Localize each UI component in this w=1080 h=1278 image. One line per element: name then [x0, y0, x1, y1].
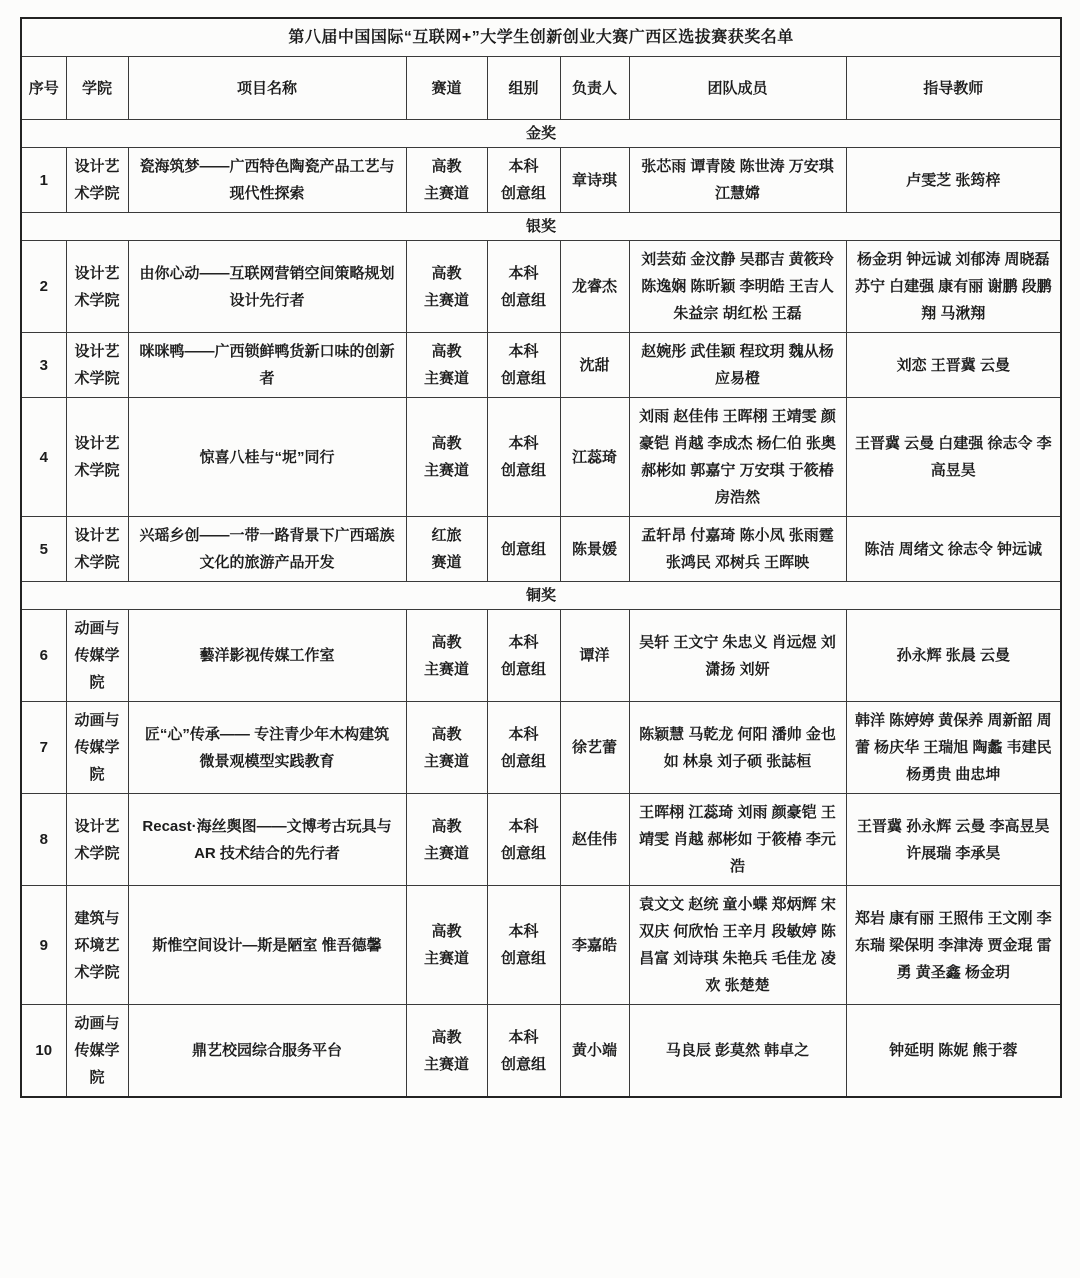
cell-project-name: 鼎艺校园综合服务平台	[128, 1005, 406, 1098]
cell-project-name: 瓷海筑梦——广西特色陶瓷产品工艺与现代性探索	[128, 148, 406, 213]
cell-number: 3	[21, 333, 66, 398]
cell-team-members: 刘雨 赵佳伟 王晖栩 王靖雯 颜豪铠 肖越 李成杰 杨仁伯 张奥 郝彬如 郭嘉宁 万安琪 于筱椿 房浩然	[629, 398, 846, 517]
cell-college: 动画与传媒学院	[66, 610, 128, 702]
cell-college: 设计艺术学院	[66, 148, 128, 213]
column-header-7: 指导教师	[846, 57, 1061, 120]
cell-number: 2	[21, 241, 66, 333]
column-header-5: 负责人	[560, 57, 629, 120]
cell-advisors: 王晋冀 孙永辉 云曼 李高昱昊 许展瑞 李承昊	[846, 794, 1061, 886]
cell-leader: 谭洋	[560, 610, 629, 702]
cell-group: 本科 创意组	[487, 794, 560, 886]
award-section-label: 铜奖	[21, 582, 1061, 610]
cell-project-name: 兴瑶乡创——一带一路背景下广西瑶族文化的旅游产品开发	[128, 517, 406, 582]
cell-track: 高教 主赛道	[406, 1005, 487, 1098]
cell-team-members: 吴轩 王文宁 朱忠义 肖远煜 刘潇扬 刘妍	[629, 610, 846, 702]
cell-leader: 赵佳伟	[560, 794, 629, 886]
cell-advisors: 韩洋 陈婷婷 黄保养 周新韶 周蕾 杨庆华 王瑞旭 陶蠡 韦建民 杨勇贵 曲忠坤	[846, 702, 1061, 794]
award-table	[20, 17, 1062, 1098]
cell-college: 设计艺术学院	[66, 517, 128, 582]
cell-leader: 黄小端	[560, 1005, 629, 1098]
award-section-row	[21, 213, 1061, 241]
cell-advisors: 孙永辉 张晨 云曼	[846, 610, 1061, 702]
column-header-0: 序号	[21, 57, 66, 120]
table-row	[21, 517, 1061, 582]
cell-team-members: 陈颖慧 马乾龙 何阳 潘帅 金也如 林泉 刘子硕 张誌桓	[629, 702, 846, 794]
cell-group: 本科 创意组	[487, 702, 560, 794]
cell-team-members: 孟轩昂 付嘉琦 陈小凤 张雨霆 张鸿民 邓树兵 王晖映	[629, 517, 846, 582]
award-section-label: 金奖	[21, 120, 1061, 148]
cell-college: 动画与传媒学院	[66, 702, 128, 794]
table-row	[21, 241, 1061, 333]
column-header-6: 团队成员	[629, 57, 846, 120]
cell-leader: 李嘉皓	[560, 886, 629, 1005]
cell-team-members: 马良辰 彭莫然 韩卓之	[629, 1005, 846, 1098]
table-row	[21, 1005, 1061, 1098]
cell-number: 8	[21, 794, 66, 886]
cell-team-members: 张芯雨 谭青陵 陈世涛 万安琪 江慧嫦	[629, 148, 846, 213]
cell-number: 1	[21, 148, 66, 213]
cell-track: 高教 主赛道	[406, 398, 487, 517]
table-row	[21, 333, 1061, 398]
cell-group: 本科 创意组	[487, 610, 560, 702]
cell-track: 高教 主赛道	[406, 241, 487, 333]
cell-advisors: 王晋冀 云曼 白建强 徐志令 李高昱昊	[846, 398, 1061, 517]
cell-team-members: 刘芸茹 金汶静 吴郡吉 黄筱玲 陈逸娴 陈昕颖 李明皓 王吉人 朱益宗 胡红松 王磊	[629, 241, 846, 333]
cell-advisors: 钟延明 陈妮 熊于蓉	[846, 1005, 1061, 1098]
cell-track: 高教 主赛道	[406, 148, 487, 213]
cell-advisors: 郑岩 康有丽 王照伟 王文刚 李东瑞 梁保明 李津涛 贾金琨 雷勇 黄圣鑫 杨金玥	[846, 886, 1061, 1005]
cell-college: 设计艺术学院	[66, 398, 128, 517]
cell-project-name: 咪咪鸭——广西锁鲜鸭货新口味的创新者	[128, 333, 406, 398]
cell-college: 设计艺术学院	[66, 333, 128, 398]
table-row	[21, 794, 1061, 886]
cell-advisors: 卢雯芝 张筠梓	[846, 148, 1061, 213]
cell-track: 高教 主赛道	[406, 333, 487, 398]
cell-number: 7	[21, 702, 66, 794]
cell-track: 高教 主赛道	[406, 610, 487, 702]
cell-group: 本科 创意组	[487, 333, 560, 398]
cell-college: 设计艺术学院	[66, 241, 128, 333]
cell-leader: 陈景媛	[560, 517, 629, 582]
cell-project-name: 惊喜八桂与“坭”同行	[128, 398, 406, 517]
cell-group: 本科 创意组	[487, 148, 560, 213]
cell-group: 创意组	[487, 517, 560, 582]
cell-leader: 龙睿杰	[560, 241, 629, 333]
column-header-4: 组别	[487, 57, 560, 120]
cell-track: 高教 主赛道	[406, 702, 487, 794]
cell-number: 4	[21, 398, 66, 517]
table-row	[21, 610, 1061, 702]
cell-track: 红旅 赛道	[406, 517, 487, 582]
column-header-2: 项目名称	[128, 57, 406, 120]
cell-team-members: 王晖栩 江蕊琦 刘雨 颜豪铠 王靖雯 肖越 郝彬如 于筱椿 李元浩	[629, 794, 846, 886]
table-row	[21, 886, 1061, 1005]
cell-advisors: 刘恋 王晋冀 云曼	[846, 333, 1061, 398]
header-row	[21, 57, 1061, 120]
cell-group: 本科 创意组	[487, 398, 560, 517]
award-section-label: 银奖	[21, 213, 1061, 241]
table-row	[21, 398, 1061, 517]
cell-track: 高教 主赛道	[406, 886, 487, 1005]
cell-team-members: 袁文文 赵统 童小蝶 郑炳辉 宋双庆 何欣怡 王辛月 段敏婷 陈昌富 刘诗琪 朱艳兵 毛佳龙 凌欢 张楚楚	[629, 886, 846, 1005]
column-header-3: 赛道	[406, 57, 487, 120]
cell-group: 本科 创意组	[487, 886, 560, 1005]
cell-advisors: 杨金玥 钟远诚 刘郁涛 周晓磊 苏宁 白建强 康有丽 谢鹏 段鹏翔 马湫翔	[846, 241, 1061, 333]
cell-project-name: Recast·海丝舆图——文博考古玩具与 AR 技术结合的先行者	[128, 794, 406, 886]
cell-leader: 徐艺蕾	[560, 702, 629, 794]
cell-number: 6	[21, 610, 66, 702]
award-section-row	[21, 120, 1061, 148]
cell-track: 高教 主赛道	[406, 794, 487, 886]
cell-college: 动画与传媒学院	[66, 1005, 128, 1098]
cell-project-name: 由你心动——互联网营销空间策略规划设计先行者	[128, 241, 406, 333]
award-section-row	[21, 582, 1061, 610]
cell-team-members: 赵婉彤 武佳颖 程玟玥 魏从杨 应易橙	[629, 333, 846, 398]
cell-leader: 章诗琪	[560, 148, 629, 213]
cell-project-name: 藝洋影视传媒工作室	[128, 610, 406, 702]
cell-advisors: 陈洁 周绪文 徐志令 钟远诚	[846, 517, 1061, 582]
cell-project-name: 匠“心”传承—— 专注青少年木构建筑微景观模型实践教育	[128, 702, 406, 794]
table-title: 第八届中国国际“互联网+”大学生创新创业大赛广西区选拔赛获奖名单	[21, 18, 1061, 57]
cell-leader: 沈甜	[560, 333, 629, 398]
table-row	[21, 702, 1061, 794]
column-header-1: 学院	[66, 57, 128, 120]
cell-group: 本科 创意组	[487, 1005, 560, 1098]
table-row	[21, 148, 1061, 213]
title-row	[21, 18, 1061, 57]
cell-leader: 江蕊琦	[560, 398, 629, 517]
cell-number: 10	[21, 1005, 66, 1098]
cell-group: 本科 创意组	[487, 241, 560, 333]
cell-college: 设计艺术学院	[66, 794, 128, 886]
cell-project-name: 斯惟空间设计—斯是陋室 惟吾德馨	[128, 886, 406, 1005]
cell-number: 5	[21, 517, 66, 582]
cell-number: 9	[21, 886, 66, 1005]
cell-college: 建筑与环境艺术学院	[66, 886, 128, 1005]
